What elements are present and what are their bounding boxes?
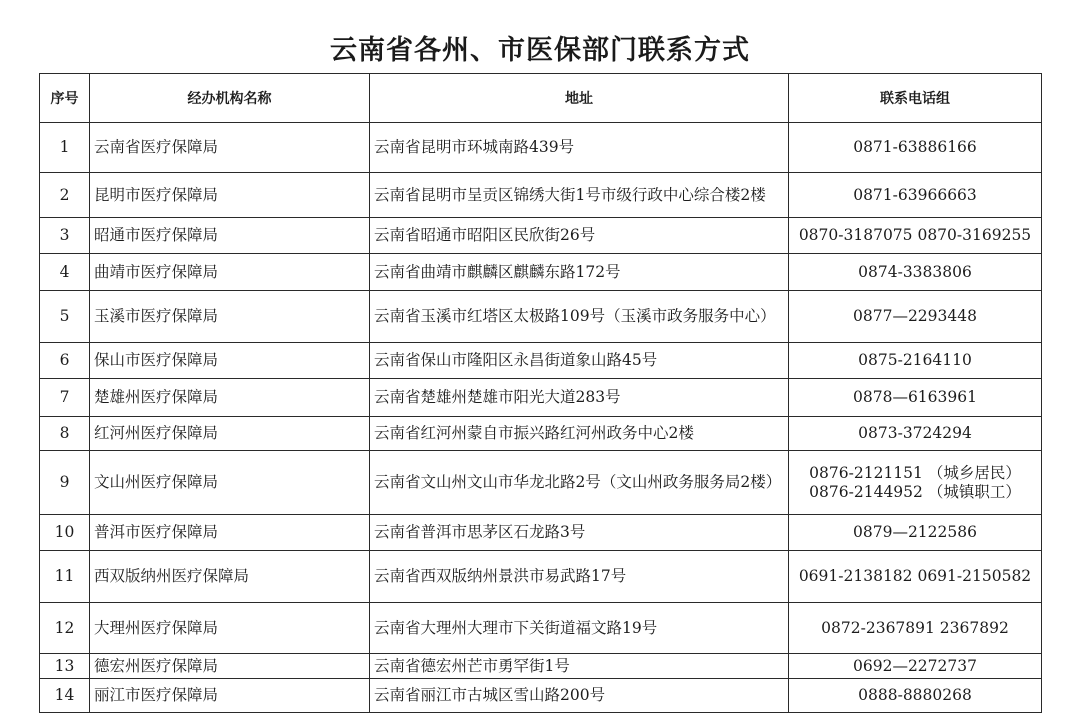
row-agency: 文山州医疗保障局 bbox=[90, 451, 370, 515]
row-phone: 0872-2367891 2367892 bbox=[789, 603, 1042, 654]
row-address: 云南省西双版纳州景洪市易武路17号 bbox=[370, 551, 789, 603]
row-phone: 0874-3383806 bbox=[789, 254, 1042, 291]
header-index: 序号 bbox=[40, 74, 90, 123]
row-index: 5 bbox=[40, 291, 90, 343]
row-address: 云南省红河州蒙自市振兴路红河州政务中心2楼 bbox=[370, 417, 789, 451]
row-index: 12 bbox=[40, 603, 90, 654]
row-address: 云南省文山州文山市华龙北路2号（文山州政务服务局2楼） bbox=[370, 451, 789, 515]
table-row bbox=[40, 417, 1042, 451]
row-agency: 丽江市医疗保障局 bbox=[90, 679, 370, 713]
row-index: 4 bbox=[40, 254, 90, 291]
row-phone: 0878—6163961 bbox=[789, 379, 1042, 417]
row-phone: 0691-2138182 0691-2150582 bbox=[789, 551, 1042, 603]
row-index: 2 bbox=[40, 173, 90, 218]
table-row bbox=[40, 218, 1042, 254]
row-phone-line-2: 0876-2144952 （城镇职工） bbox=[809, 482, 1021, 501]
page-title: 云南省各州、市医保部门联系方式 bbox=[330, 35, 750, 66]
row-phone: 0879—2122586 bbox=[789, 515, 1042, 551]
row-address: 云南省楚雄州楚雄市阳光大道283号 bbox=[370, 379, 789, 417]
row-agency: 西双版纳州医疗保障局 bbox=[90, 551, 370, 603]
row-index: 11 bbox=[40, 551, 90, 603]
row-index: 10 bbox=[40, 515, 90, 551]
table-row bbox=[40, 173, 1042, 218]
table-row bbox=[40, 551, 1042, 603]
row-phone: 0877—2293448 bbox=[789, 291, 1042, 343]
table-row bbox=[40, 679, 1042, 713]
row-index: 6 bbox=[40, 343, 90, 379]
row-agency: 红河州医疗保障局 bbox=[90, 417, 370, 451]
row-index: 8 bbox=[40, 417, 90, 451]
header-address: 地址 bbox=[370, 74, 789, 123]
row-address: 云南省大理州大理市下关街道福文路19号 bbox=[370, 603, 789, 654]
row-address: 云南省昆明市呈贡区锦绣大街1号市级行政中心综合楼2楼 bbox=[370, 173, 789, 218]
row-address: 云南省昆明市环城南路439号 bbox=[370, 123, 789, 173]
row-address: 云南省玉溪市红塔区太极路109号（玉溪市政务服务中心） bbox=[370, 291, 789, 343]
row-agency: 保山市医疗保障局 bbox=[90, 343, 370, 379]
row-agency: 楚雄州医疗保障局 bbox=[90, 379, 370, 417]
row-phone: 0873-3724294 bbox=[789, 417, 1042, 451]
row-agency: 大理州医疗保障局 bbox=[90, 603, 370, 654]
table-row bbox=[40, 343, 1042, 379]
table-row bbox=[40, 515, 1042, 551]
table-row bbox=[40, 451, 1042, 515]
row-address: 云南省普洱市思茅区石龙路3号 bbox=[370, 515, 789, 551]
row-agency: 云南省医疗保障局 bbox=[90, 123, 370, 173]
row-agency: 德宏州医疗保障局 bbox=[90, 654, 370, 679]
table-header-row bbox=[40, 74, 1042, 123]
row-phone: 0871-63886166 bbox=[789, 123, 1042, 173]
row-index: 9 bbox=[40, 451, 90, 515]
row-phone: 0888-8880268 bbox=[789, 679, 1042, 713]
row-index: 1 bbox=[40, 123, 90, 173]
row-agency: 曲靖市医疗保障局 bbox=[90, 254, 370, 291]
row-phone: 0870-3187075 0870-3169255 bbox=[789, 218, 1042, 254]
row-phone-line-1: 0876-2121151 （城乡居民） bbox=[809, 463, 1021, 482]
row-index: 3 bbox=[40, 218, 90, 254]
row-address: 云南省保山市隆阳区永昌街道象山路45号 bbox=[370, 343, 789, 379]
row-address: 云南省曲靖市麒麟区麒麟东路172号 bbox=[370, 254, 789, 291]
row-agency: 普洱市医疗保障局 bbox=[90, 515, 370, 551]
row-phone bbox=[789, 451, 1042, 515]
row-agency: 昭通市医疗保障局 bbox=[90, 218, 370, 254]
row-address: 云南省丽江市古城区雪山路200号 bbox=[370, 679, 789, 713]
table-row bbox=[40, 123, 1042, 173]
table-row bbox=[40, 291, 1042, 343]
row-address: 云南省德宏州芒市勇罕街1号 bbox=[370, 654, 789, 679]
contact-table bbox=[39, 73, 1042, 713]
row-index: 7 bbox=[40, 379, 90, 417]
row-index: 14 bbox=[40, 679, 90, 713]
header-agency: 经办机构名称 bbox=[90, 74, 370, 123]
header-phone: 联系电话组 bbox=[789, 74, 1042, 123]
row-phone: 0871-63966663 bbox=[789, 173, 1042, 218]
row-agency: 玉溪市医疗保障局 bbox=[90, 291, 370, 343]
table-row bbox=[40, 654, 1042, 679]
row-phone: 0875-2164110 bbox=[789, 343, 1042, 379]
row-index: 13 bbox=[40, 654, 90, 679]
table-row bbox=[40, 603, 1042, 654]
row-phone: 0692—2272737 bbox=[789, 654, 1042, 679]
table-row bbox=[40, 254, 1042, 291]
row-agency: 昆明市医疗保障局 bbox=[90, 173, 370, 218]
table-row bbox=[40, 379, 1042, 417]
row-address: 云南省昭通市昭阳区民欣街26号 bbox=[370, 218, 789, 254]
